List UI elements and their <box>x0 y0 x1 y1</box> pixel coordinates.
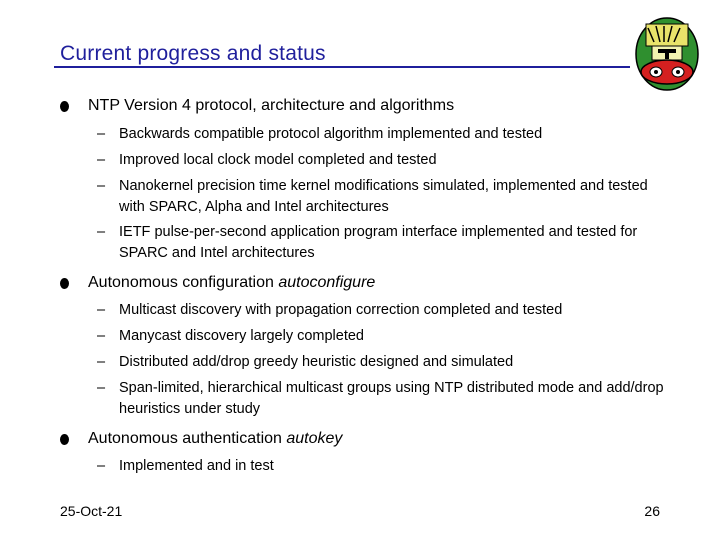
sub-3-1: – Implemented and in test <box>97 456 667 477</box>
sub-2-2: – Manycast discovery largely completed <box>97 326 667 347</box>
bullet-3 <box>60 429 342 449</box>
dash-icon: – <box>97 126 106 142</box>
dash-icon: – <box>97 152 106 168</box>
sub-2-3: – Distributed add/drop greedy heuristic designed and simulated <box>97 352 667 373</box>
dash-icon: – <box>97 458 106 474</box>
slide-title: Current progress and status <box>60 42 326 65</box>
bullet-3-italic: autokey <box>286 430 343 447</box>
sub-1-2: – Improved local clock model completed and tested <box>97 150 667 171</box>
sub-1-3: – Nanokernel precision time kernel modifications simulated, implemented and tested with SPARC, Alpha and Intel architectures <box>97 176 667 218</box>
bullet-dot-icon <box>60 278 69 289</box>
page-number: 26 <box>644 503 660 519</box>
bullet-1-text: NTP Version 4 protocol, architecture and algorithms <box>88 97 455 114</box>
bullet-3-text: Autonomous authentication <box>88 430 287 447</box>
university-seal-icon <box>634 16 700 92</box>
sub-2-4: – Span-limited, hierarchical multicast groups using NTP distributed mode and add/drop heuristics under study <box>97 378 667 420</box>
sub-1-4: – IETF pulse-per-second application program interface implemented and tested for SPARC and Intel architectures <box>97 222 667 264</box>
dash-icon: – <box>97 302 106 318</box>
dash-icon: – <box>97 178 106 194</box>
bullet-2-text: Autonomous configuration <box>88 274 279 291</box>
bullet-1 <box>60 96 454 116</box>
dash-icon: – <box>97 354 106 370</box>
footer-date: 25-Oct-21 <box>60 503 123 519</box>
bullet-dot-icon <box>60 434 69 445</box>
dash-icon: – <box>97 328 106 344</box>
title-underline <box>54 66 630 68</box>
sub-1-1: – Backwards compatible protocol algorithm implemented and tested <box>97 124 667 145</box>
bullet-dot-icon <box>60 101 69 112</box>
sub-2-1: – Multicast discovery with propagation correction completed and tested <box>97 300 667 321</box>
bullet-2 <box>60 273 375 293</box>
dash-icon: – <box>97 380 106 396</box>
bullet-2-italic: autoconfigure <box>278 274 376 291</box>
dash-icon: – <box>97 224 106 240</box>
